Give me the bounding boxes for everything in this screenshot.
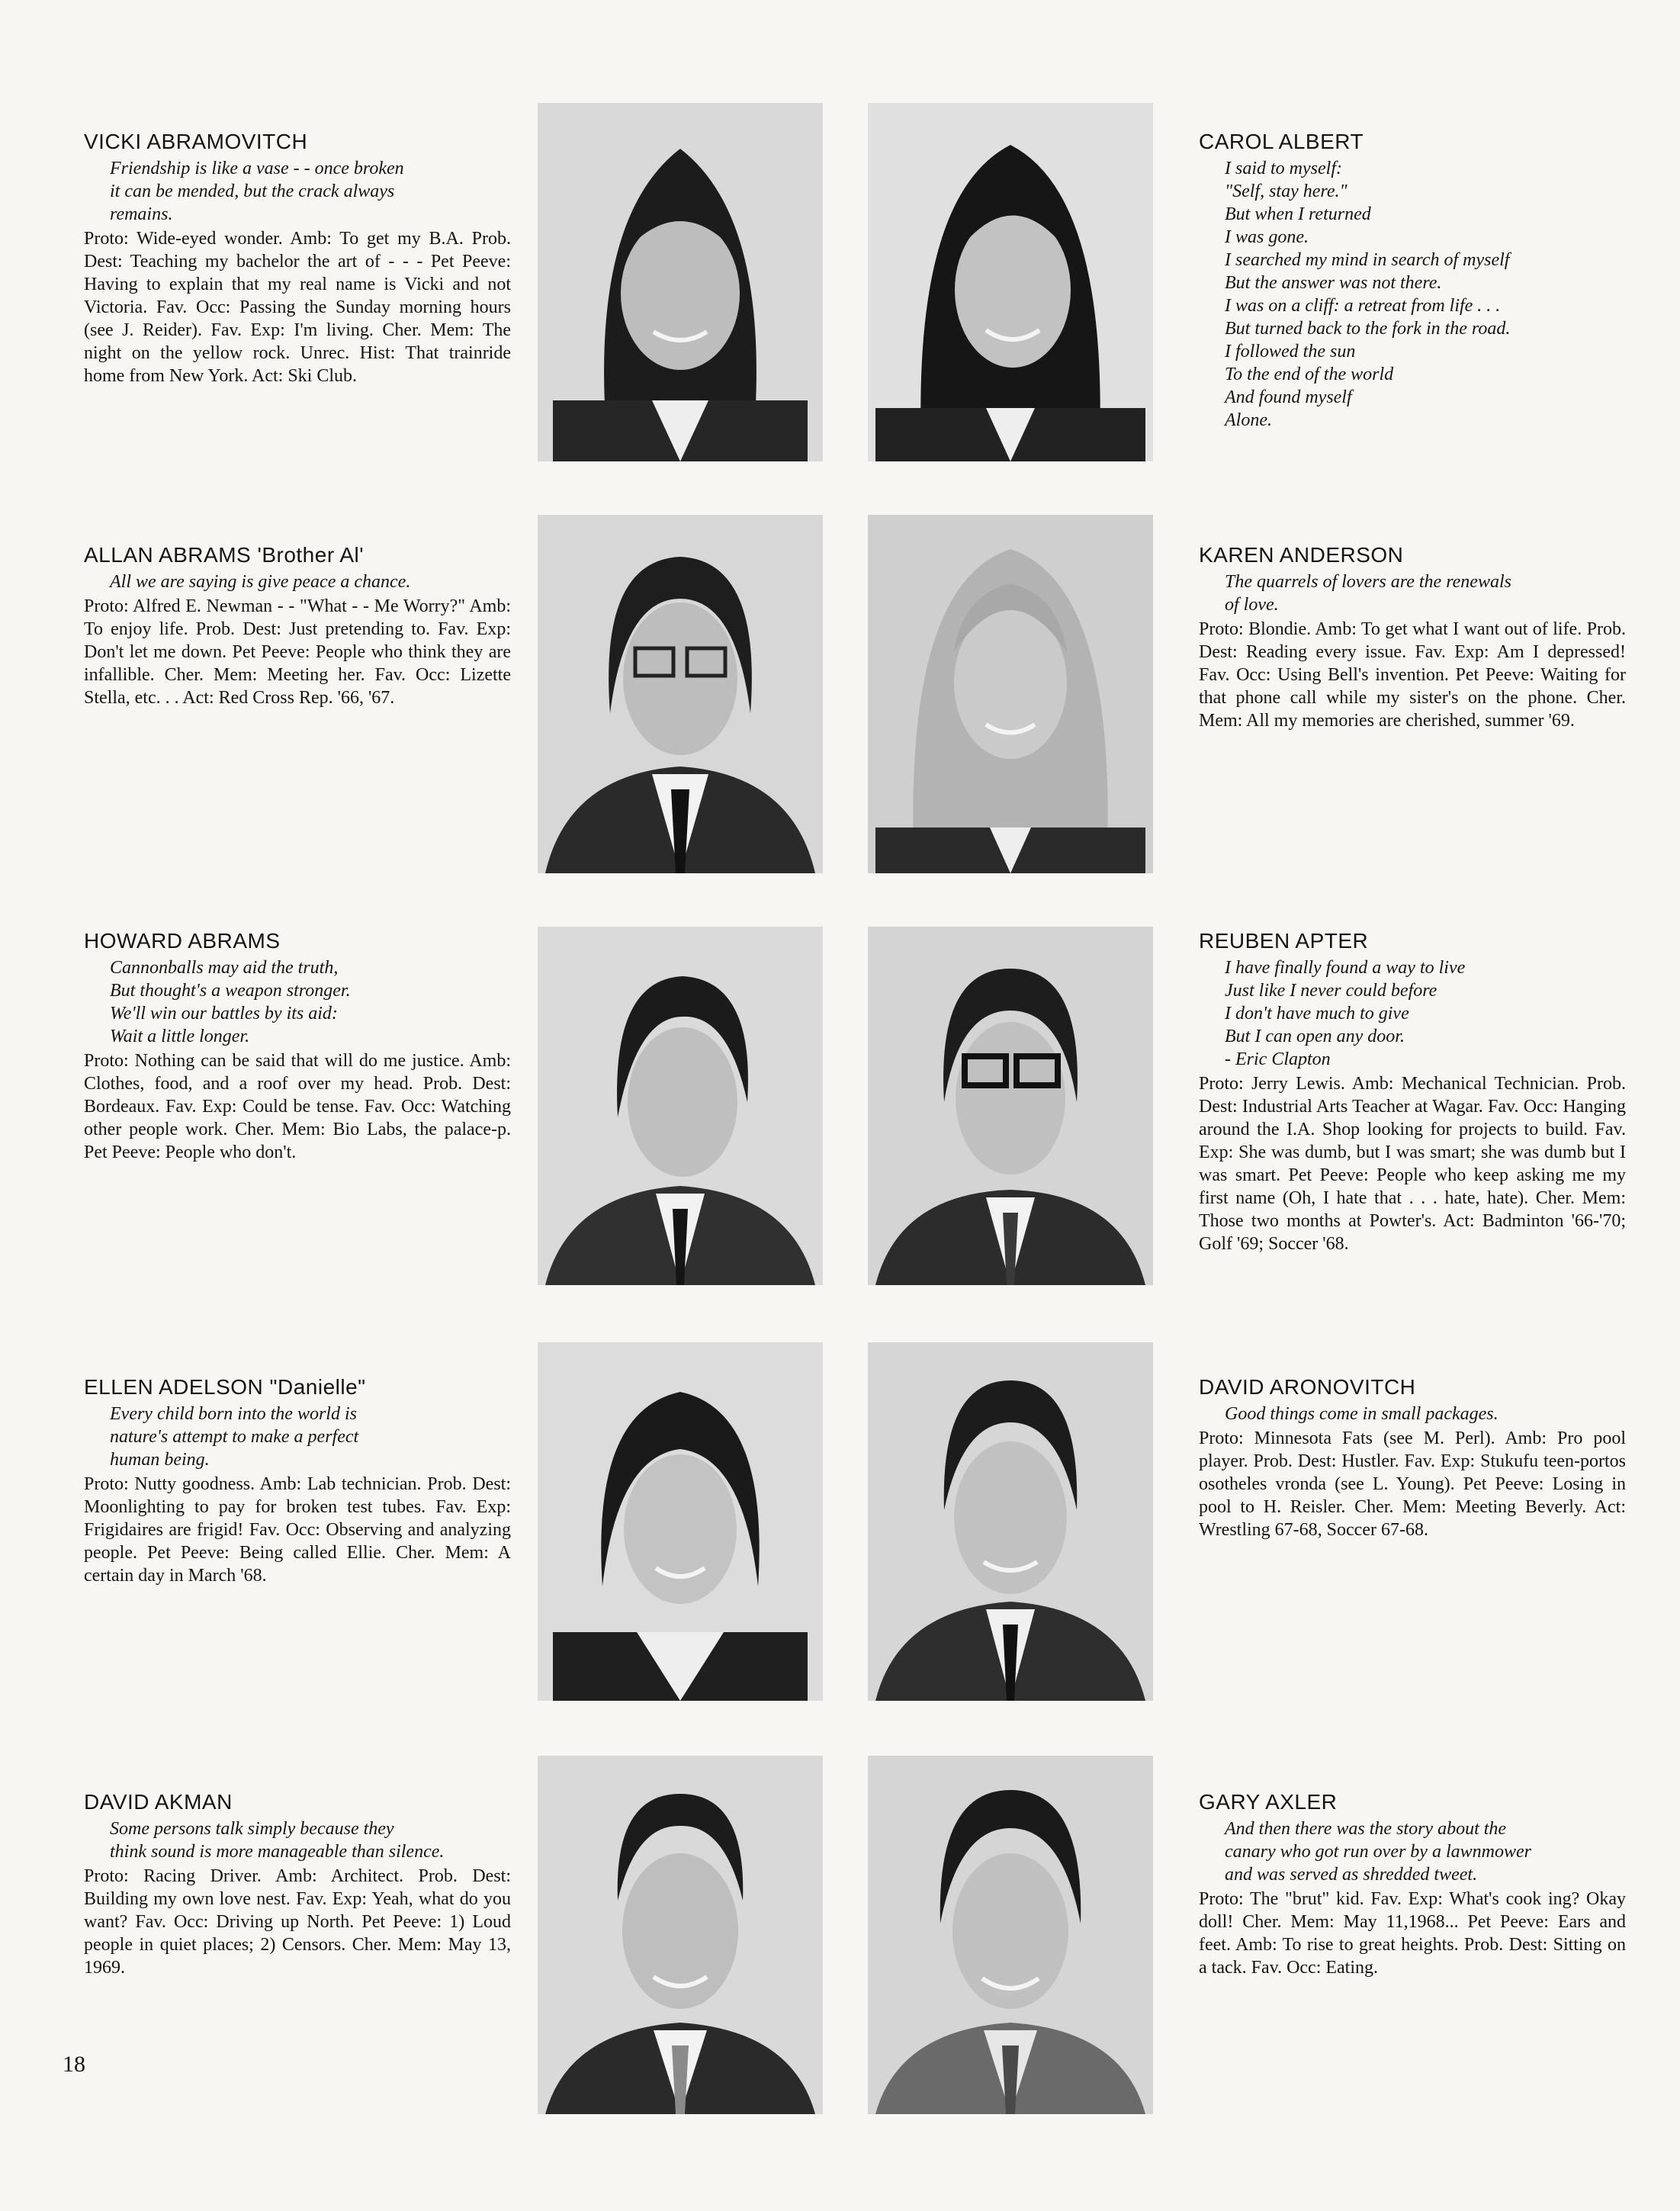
portrait-photo-reuben-apter bbox=[868, 927, 1153, 1285]
portrait-photo-ellen-adelson bbox=[538, 1342, 823, 1701]
student-quote: All we are saying is give peace a chance. bbox=[110, 572, 411, 592]
student-entry-david-aronovitch bbox=[1199, 1375, 1626, 1541]
portrait-photo-david-akman bbox=[538, 1756, 823, 2114]
student-quote: Good things come in small packages. bbox=[1225, 1404, 1499, 1424]
portrait-photo-gary-axler bbox=[868, 1756, 1153, 2114]
student-name: KAREN ANDERSON bbox=[1199, 543, 1404, 567]
student-details: Proto: Wide-eyed wonder. Amb: To get my B.A. Prob. Dest: Teaching my bachelor the art of - - - Pet Peeve: Having to explain that my real name is Vicki and not Victoria. Fav. Occ: Passing the Sunday morning hours (see J. Reider). Fav. Exp: I'm living. Cher. Mem: The night on the yellow rock. Unrec. Hist: That trainride home from New York. Act: Ski Club. bbox=[84, 229, 511, 386]
student-details: Proto: Racing Driver. Amb: Architect. Prob. Dest: Building my own love nest. Fav. Exp: Yeah, what do you want? Fav. Occ: Driving up North. Pet Peeve: 1) Loud people in quiet places; 2) Censors. Cher. Mem: May 13, 1969. bbox=[84, 1866, 511, 1978]
student-name: REUBEN APTER bbox=[1199, 929, 1369, 953]
student-name: ELLEN ADELSON "Danielle" bbox=[84, 1375, 366, 1399]
student-quote: Every child born into the world is nature's attempt to make a perfect human being. bbox=[110, 1404, 359, 1470]
student-entry-karen-anderson bbox=[1199, 543, 1626, 732]
student-details: Proto: Blondie. Amb: To get what I want out of life. Prob. Dest: Reading every issue. Fav. Exp: Am I depressed! Fav. Occ: Using Bell's invention. Pet Peeve: Waiting for that phone call while my sister's on the phone. Cher. Mem: All my memories are cherished, summer '69. bbox=[1199, 619, 1626, 731]
student-name: ALLAN ABRAMS 'Brother Al' bbox=[84, 543, 365, 567]
student-quote: Friendship is like a vase - - once broken it can be mended, but the crack always remains. bbox=[110, 159, 404, 224]
student-name: HOWARD ABRAMS bbox=[84, 929, 281, 953]
portrait-photo-david-aronovitch bbox=[868, 1342, 1153, 1701]
student-entry-reuben-apter bbox=[1199, 929, 1626, 1255]
portrait-photo-karen-anderson bbox=[868, 515, 1153, 873]
portrait-photo-allan-abrams bbox=[538, 515, 823, 873]
student-entry-carol-albert bbox=[1199, 130, 1626, 433]
student-quote: I said to myself: "Self, stay here." But when I returned I was gone. I searched my mind in search of myself But the answer was not there. I was on a cliff: a retreat from life . . . But turned back to the fork in the road. I followed the sun To the end of the world And found myself Alone. bbox=[1225, 159, 1511, 430]
student-quote: Cannonballs may aid the truth, But thought's a weapon stronger. We'll win our battles by its aid: Wait a little longer. bbox=[110, 958, 351, 1046]
student-name: DAVID AKMAN bbox=[84, 1790, 233, 1814]
student-details: Proto: The "brut" kid. Fav. Exp: What's cook ing? Okay doll! Cher. Mem: May 11,1968... Pet Peeve: Ears and feet. Amb: To rise to great heights. Prob. Dest: Sitting on a tack. Fav. Occ: Eating. bbox=[1199, 1889, 1626, 1978]
student-name: GARY AXLER bbox=[1199, 1790, 1338, 1814]
student-name: VICKI ABRAMOVITCH bbox=[84, 130, 308, 153]
student-entry-david-akman bbox=[84, 1790, 511, 1979]
student-details: Proto: Nothing can be said that will do me justice. Amb: Clothes, food, and a roof over my head. Prob. Dest: Bordeaux. Fav. Exp: Could be tense. Fav. Occ: Watching other people work. Cher. Mem: Bio Labs, the palace-p. Pet Peeve: People who don't. bbox=[84, 1051, 511, 1162]
student-details: Proto: Nutty goodness. Amb: Lab technician. Prob. Dest: Moonlighting to pay for broken test tubes. Fav. Exp: Frigidaires are frigid! Fav. Occ: Observing and analyzing people. Pet Peeve: Being called Ellie. Cher. Mem: A certain day in March '68. bbox=[84, 1474, 511, 1586]
student-entry-allan-abrams bbox=[84, 543, 511, 709]
student-entry-howard-abrams bbox=[84, 929, 511, 1164]
student-quote: Some persons talk simply because they think sound is more manageable than silence. bbox=[110, 1819, 445, 1862]
student-quote: The quarrels of lovers are the renewals of love. bbox=[1225, 572, 1511, 615]
portrait-photo-vicki-abramovitch bbox=[538, 103, 823, 461]
page-number: 18 bbox=[63, 2052, 85, 2077]
student-entry-ellen-adelson bbox=[84, 1375, 511, 1587]
student-details: Proto: Minnesota Fats (see M. Perl). Amb: Pro pool player. Prob. Dest: Hustler. Fav. Exp: Stukufu teen-portos osotheles vronda (see L. Young). Pet Peeve: Losing in pool to H. Reisler. Cher. Mem: Meeting Beverly. Act: Wrestling 67-68, Soccer 67-68. bbox=[1199, 1428, 1626, 1540]
student-entry-vicki-abramovitch bbox=[84, 130, 511, 387]
student-name: DAVID ARONOVITCH bbox=[1199, 1375, 1416, 1399]
student-entry-gary-axler bbox=[1199, 1790, 1626, 1979]
student-name: CAROL ALBERT bbox=[1199, 130, 1364, 153]
portrait-photo-howard-abrams bbox=[538, 927, 823, 1285]
student-quote: And then there was the story about the canary who got run over by a lawnmower and was served as shredded tweet. bbox=[1225, 1819, 1531, 1885]
student-details: Proto: Jerry Lewis. Amb: Mechanical Technician. Prob. Dest: Industrial Arts Teacher at Wagar. Fav. Occ: Hanging around the I.A. Shop looking for projects to build. Fav. Exp: She was dumb, but I was smart; she was dumb but I was smart. Pet Peeve: People who keep asking me my first name (Oh, I hate that . . . hate, hate). Cher. Mem: Those two months at Powter's. Act: Badminton '66-'70; Golf '69; Soccer '68. bbox=[1199, 1074, 1626, 1254]
student-details: Proto: Alfred E. Newman - - "What - - Me Worry?" Amb: To enjoy life. Prob. Dest: Just pretending to. Fav. Exp: Don't let me down. Pet Peeve: People who think they are infallible. Cher. Mem: Meeting her. Fav. Occ: Lizette Stella, etc. . . Act: Red Cross Rep. '66, '67. bbox=[84, 596, 511, 708]
student-quote: I have finally found a way to live Just like I never could before I don't have much to give But I can open any door. - Eric Clapton bbox=[1225, 958, 1466, 1069]
portrait-photo-carol-albert bbox=[868, 103, 1153, 461]
